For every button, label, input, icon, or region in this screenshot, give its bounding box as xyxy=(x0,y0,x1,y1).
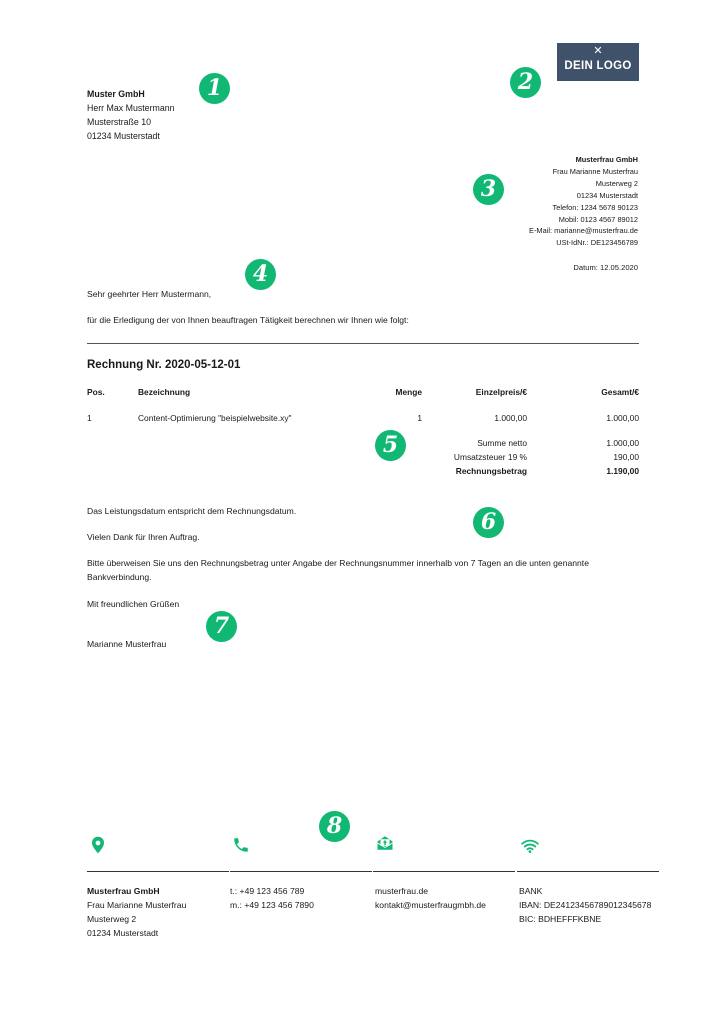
recipient-address xyxy=(87,87,175,143)
thanks-note: Vielen Dank für Ihren Auftrag. xyxy=(87,532,200,542)
footer-company: Musterfrau GmbH xyxy=(87,886,160,896)
divider xyxy=(87,343,639,344)
service-date-note: Das Leistungsdatum entspricht dem Rechnungsdatum. xyxy=(87,506,297,516)
summary-total-label: Rechnungsbetrag xyxy=(455,466,527,476)
row-pos: 1 xyxy=(87,413,92,423)
th-desc: Bezeichnung xyxy=(138,387,191,397)
marker-5: 5 xyxy=(375,430,406,461)
payment-note-line1: Bitte überweisen Sie uns den Rechnungsbetrag unter Angabe der Rechnungsnummer innerhalb von 7 Tagen an die unten genannte xyxy=(87,558,589,568)
footer-mobile: m.: +49 123 456 7890 xyxy=(230,900,314,910)
intro-text: für die Erledigung der von Ihnen beauftragen Tätigkeit berechnen wir Ihnen wie folgt: xyxy=(87,315,409,325)
footer-address xyxy=(87,884,186,940)
sender-city: 01234 Musterstadt xyxy=(576,190,638,200)
footer-street: Musterweg 2 xyxy=(87,914,137,924)
footer-divider-1 xyxy=(87,871,229,872)
footer-divider-2 xyxy=(230,871,372,872)
footer-bic: BIC: BDHEFFFKBNE xyxy=(519,914,602,924)
recipient-city: 01234 Musterstadt xyxy=(87,131,160,141)
row-unit: 1.000,00 xyxy=(494,413,527,423)
footer-phone xyxy=(230,884,314,912)
location-pin-icon xyxy=(89,836,107,854)
marker-6: 6 xyxy=(473,507,504,538)
row-total: 1.000,00 xyxy=(606,413,639,423)
footer-bank xyxy=(519,884,651,926)
summary-vat-label: Umsatzsteuer 19 % xyxy=(453,452,527,462)
logo xyxy=(557,43,639,81)
sender-street: Musterweg 2 xyxy=(595,178,638,188)
footer-city: 01234 Musterstadt xyxy=(87,928,159,938)
th-qty: Menge xyxy=(395,387,422,397)
recipient-street: Musterstraße 10 xyxy=(87,117,152,127)
logo-symbol: ✕ xyxy=(593,45,603,57)
signature: Marianne Musterfrau xyxy=(87,639,167,649)
mail-icon xyxy=(376,834,394,852)
th-total: Gesamt/€ xyxy=(601,387,639,397)
phone-icon xyxy=(232,836,250,854)
logo-text: DEIN LOGO xyxy=(564,60,632,72)
greeting: Mit freundlichen Grüßen xyxy=(87,599,180,609)
footer-person: Frau Marianne Musterfrau xyxy=(87,900,187,910)
footer-tel: t.: +49 123 456 789 xyxy=(230,886,305,896)
row-desc: Content-Optimierung "beispielwebsite.xy" xyxy=(138,413,292,423)
recipient-company: Muster GmbH xyxy=(87,89,145,99)
summary-total-value: 1.190,00 xyxy=(606,466,639,476)
sender-address xyxy=(529,154,638,249)
summary-vat-value: 190,00 xyxy=(613,452,639,462)
marker-8: 8 xyxy=(319,811,350,842)
footer-iban: IBAN: DE24123456789012345678 xyxy=(519,900,652,910)
sender-mobile: Mobil: 0123 4567 89012 xyxy=(558,214,638,224)
recipient-person: Herr Max Mustermann xyxy=(87,103,175,113)
footer-email: kontakt@musterfraugmbh.de xyxy=(375,900,486,910)
sender-person: Frau Marianne Musterfrau xyxy=(552,166,638,176)
summary-net-label: Summe netto xyxy=(477,438,527,448)
wifi-icon xyxy=(521,837,539,855)
footer-website: musterfrau.de xyxy=(375,886,429,896)
sender-vat: USt-IdNr.: DE123456789 xyxy=(556,238,638,248)
marker-1: 1 xyxy=(199,73,230,104)
marker-2: 2 xyxy=(510,67,541,98)
marker-3: 3 xyxy=(473,174,504,205)
marker-7: 7 xyxy=(206,611,237,642)
footer-divider-4 xyxy=(517,871,659,872)
footer-divider-3 xyxy=(373,871,515,872)
payment-note-line2: Bankverbindung. xyxy=(87,572,152,582)
sender-email: E-Mail: marianne@musterfrau.de xyxy=(529,226,638,236)
summary-net-value: 1.000,00 xyxy=(606,438,639,448)
salutation: Sehr geehrter Herr Mustermann, xyxy=(87,289,212,299)
th-unit: Einzelpreis/€ xyxy=(475,387,527,397)
marker-4: 4 xyxy=(245,259,276,290)
sender-phone: Telefon: 1234 5678 90123 xyxy=(552,202,638,212)
footer-web xyxy=(375,884,486,912)
footer-bank-name: BANK xyxy=(519,886,543,896)
th-pos: Pos. xyxy=(87,387,105,397)
invoice-date: Datum: 12.05.2020 xyxy=(573,263,638,272)
invoice-title: Rechnung Nr. 2020-05-12-01 xyxy=(87,359,241,371)
row-qty: 1 xyxy=(417,413,422,423)
sender-company: Musterfrau GmbH xyxy=(575,155,638,164)
